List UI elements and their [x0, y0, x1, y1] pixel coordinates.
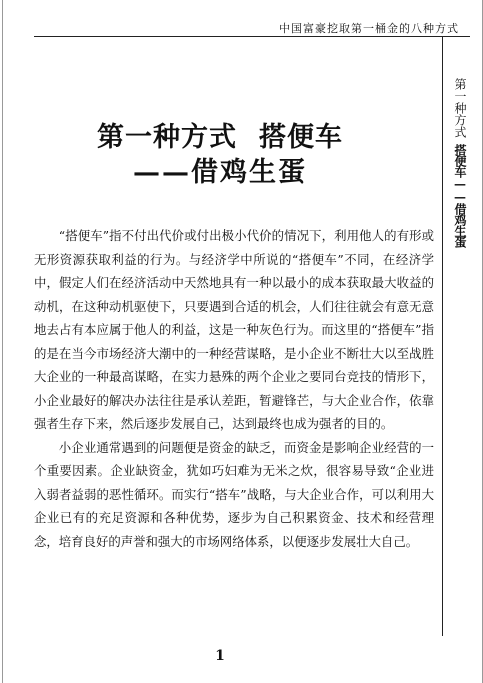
chapter-title — [0, 115, 440, 154]
paragraph: “搭便车”指不付出代价或付出极小代价的情况下，利用他人的有形或无形资源获取利益的行为。与经济学中所说的“搭便车”不同，在经济学中，假定人们在经济活动中天然地具有一种以最小的成本获取最大收益的动机，在这种动机驱使下，只要遇到合适的机会，人们往往就会有意无意地去占有本应属于他人的利益，这是一种灰色行为。而这里的“搭便车”指的是在当今市场经济大潮中的一种经营谋略，是小企业不断壮大以至战胜大企业的一种最高谋略，在实力悬殊的两个企业之要同台竞技的情形下，小企业最好的解决办法往往是承认差距，暂避锋芒，与大企业合作，依靠强者生存下来，然后逐步发展自己，达到最终也成为强者的目的。 — [34, 228, 434, 431]
side-chapter-tab — [449, 78, 471, 247]
chapter-subtitle: ——借鸡生蛋 — [133, 157, 307, 188]
chapter-method: 第一种方式 — [97, 122, 237, 153]
page-number: 1 — [215, 648, 225, 664]
header-rule — [34, 36, 470, 37]
side-rule — [442, 36, 443, 636]
running-header: 中国富豪挖取第一桶金的八种方式 — [279, 22, 459, 35]
side-tab-chapter: 第一种方式 — [453, 78, 467, 138]
chapter-name: 搭便车 — [259, 122, 343, 153]
side-tab-subtitle: 搭便车——借鸡生蛋 — [453, 144, 467, 247]
body-text — [34, 224, 434, 553]
paragraph: 小企业通常遇到的问题便是资金的缺乏，而资金是影响企业经营的一个重要因素。企业缺资金，犹如巧妇难为无米之炊，很容易导致“企业进入弱者益弱的恶性循环。而实行“搭车”战略，与大企业合作，可以利用大企业已有的充足资源和各种优势，逐步为自己积累资金、技术和经营理念，培育良好的声誉和强大的市场网络体系，以便逐步发展壮大自己。 — [34, 439, 434, 549]
